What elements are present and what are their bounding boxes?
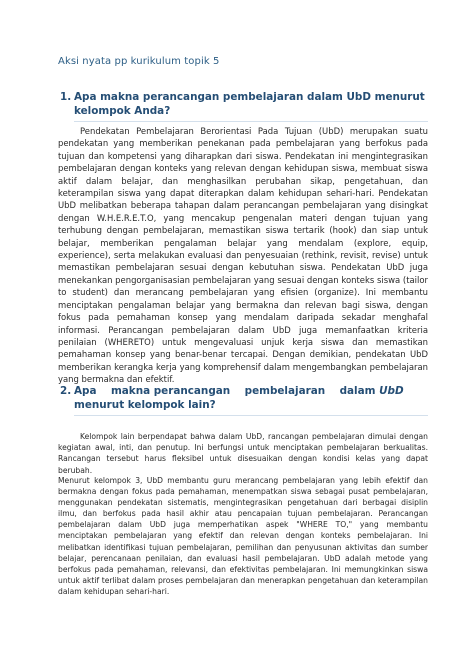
document-title: Aksi nyata pp kurikulum topik 5 — [58, 56, 220, 67]
question-1-number: 1. — [60, 91, 72, 103]
answer-2a-text: Kelompok lain berpendapat bahwa dalam UbD, rancangan pembelajaran dimulai dengan kegiatan awal, inti, dan penutup. Ini berfungsi untuk menciptakan pembelajaran berkualitas. Rancangan tersebut harus fleksibel untuk disesuaikan dengan kondisi kelas yang dapat berubah. — [58, 432, 428, 475]
question-2-number: 2. — [60, 385, 72, 397]
answer-1-text: Pendekatan Pembelajaran Berorientasi Pada Tujuan (UbD) merupakan suatu pendekatan yang memberikan penekanan pada pembelajaran yang berfokus pada tujuan dan kompetensi yang diharapkan dari siswa. Pendekatan ini mengintegrasikan pembelajaran dengan konteks yang relevan dengan kehidupan siswa, membuat siswa aktif dalam belajar, dan menghasilkan perubahan sikap, pengetahuan, dan keterampilan siswa yang dapat diterapkan dalam kehidupan sehari-hari. Pendekatan UbD melibatkan beberapa tahapan dalam perancangan pembelajaran yang disingkat dengan W.H.E.R.E.T.O, yang mencakup pengenalan materi dengan tujuan yang terhubung dengan pembelajaran, memastikan siswa tertarik (hook) dan siap untuk belajar, memberikan pengalaman belajar yang mendalam (explore, equip, experience), serta melakukan evaluasi dan penyesuaian (rethink, revisit, revise) untuk memastikan pembelajaran sesuai dengan kebutuhan siswa. Pendekatan UbD juga menekankan pengorganisasian pembelajaran yang sesuai dengan konteks siswa (tailor to student) dan merancang pembelajaran yang efisien (organize). Ini membantu menciptakan pengalaman belajar yang bermakna dan relevan bagi siswa, dengan fokus pada pemahaman konsep yang mendalam daripada sekadar menghafal informasi. Perancangan pembelajaran dalam UbD juga memanfaatkan kriteria penilaian (WHERETO) untuk mengevaluasi unjuk kerja siswa dan memastikan pemahaman konsep yang benar-benar tercapai. Dengan demikian, pendekatan UbD memberikan kerangka kerja yang komprehensif dalam mengembangkan pembelajaran yang bermakna dan efektif. — [58, 126, 428, 385]
question-2-emphasis: UbD — [379, 385, 404, 397]
answer-1-paragraph — [58, 125, 428, 386]
question-1-heading — [60, 91, 428, 122]
question-1-text: Apa makna perancangan pembelajaran dalam UbD menurut kelompok Anda? — [74, 91, 428, 122]
question-2-text — [74, 385, 428, 416]
question-2-text-after: menurut kelompok lain? — [74, 398, 216, 411]
question-2-text-before: Apa makna perancangan pembelajaran dalam — [74, 385, 380, 397]
answer-2-paragraph-a — [58, 431, 428, 476]
answer-2-paragraph-b — [58, 475, 428, 597]
answer-2b-text: Menurut kelompok 3, UbD membantu guru merancang pembelajaran yang lebih efektif dan bermakna dengan fokus pada pemahaman, menempatkan siswa sebagai pusat pembelajaran, menggunakan pendekatan sistematis, mengintegrasikan pengetahuan dari berbagai disiplin ilmu, dan berfokus pada hasil akhir atau pencapaian tujuan pembelajaran. Perancangan pembelajaran dalam UbD juga memperhatikan aspek "WHERE TO," yang membantu menciptakan pembelajaran yang efektif dan relevan dengan konteks pembelajaran. Ini melibatkan identifikasi tujuan pembelajaran, pemilihan dan penyusunan aktivitas dan sumber belajar, perencanaan penilaian, dan evaluasi hasil pembelajaran. UbD adalah metode yang berfokus pada pemahaman, relevansi, dan efektivitas pembelajaran. Ini memungkinkan siswa untuk aktif terlibat dalam proses pembelajaran dan menerapkan pengetahuan dan keterampilan dalam kehidupan sehari-hari. — [58, 476, 428, 596]
question-2-heading — [60, 385, 428, 416]
